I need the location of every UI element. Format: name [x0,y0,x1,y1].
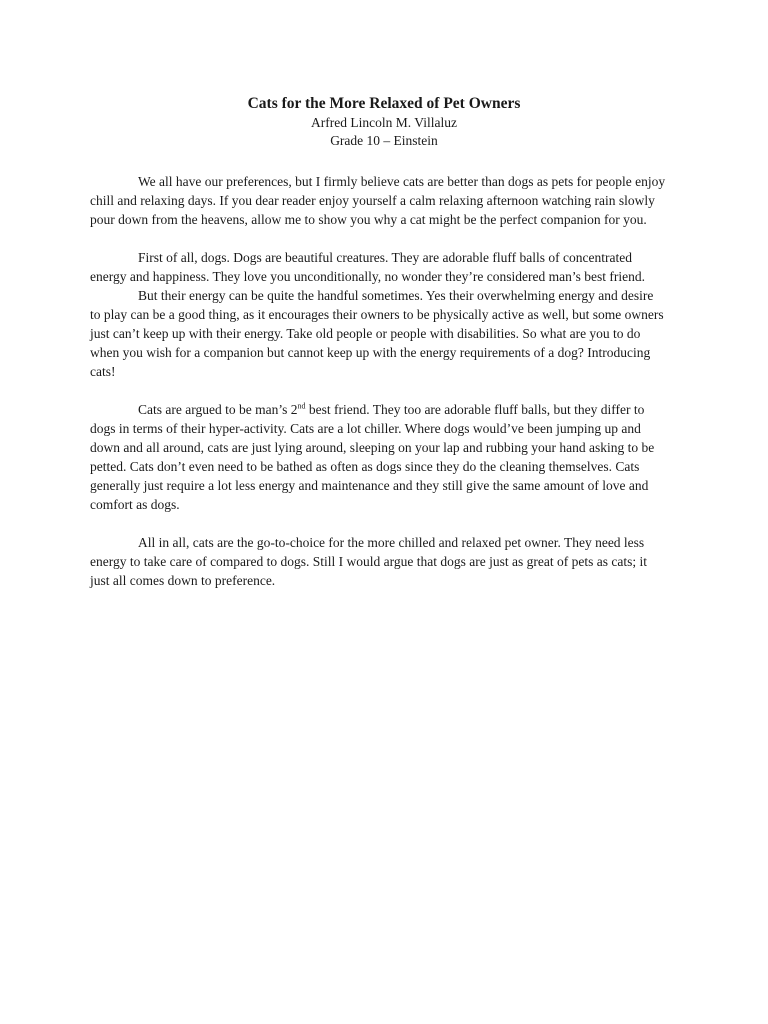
paragraph-conclusion: All in all, cats are the go-to-choice for the more chilled and relaxed pet owner. They need less energy to take care of compared to dogs. Still I would argue that dogs are just as great of pets as cats; it just all comes down to preference. [90,535,647,588]
author-name: Arfred Lincoln M. Villaluz [311,115,457,130]
paragraph-cats-rest: best friend. They too are adorable fluff balls, but they differ to dogs in terms of their hyper-activity. Cats are a lot chiller. Where dogs would’ve been jumping up and down and all around, cats are just lying around, sleeping on your lap and rubbing your hand asking to be petted. Cats don’t even need to be bathed as often as dogs since they do the cleaning themselves. Cats generally just require a lot less energy and maintenance and they still give the same amount of love and comfort as dogs. [90,402,655,512]
essay-body [90,172,678,590]
document-header [0,94,768,150]
paragraph-cats-start: Cats are argued to be man’s 2 [138,402,298,417]
paragraph-dog-energy: But their energy can be quite the handful sometimes. Yes their overwhelming energy and desire to play can be a good thing, as it encourages their owners to be physically active as well, but some owners just can’t keep up with their energy. Take old people or people with disabilities. So what are you to do when you wish for a companion but cannot keep up with the energy requirements of a dog? Introducing cats! [90,288,664,379]
paragraph-dogs: First of all, dogs. Dogs are beautiful creatures. They are adorable fluff balls of concentrated energy and happiness. They love you unconditionally, no wonder they’re considered man’s best friend. [90,250,645,284]
ordinal-suffix: nd [297,401,306,411]
grade-section: Grade 10 – Einstein [330,133,438,148]
paragraph-cats [90,400,678,514]
paragraph-intro: We all have our preferences, but I firmly believe cats are better than dogs as pets for people enjoy chill and relaxing days. If you dear reader enjoy yourself a calm relaxing afternoon watching rain slowly pour down from the heavens, allow me to show you why a cat might be the perfect companion for you. [90,174,666,227]
document-title: Cats for the More Relaxed of Pet Owners [247,95,521,112]
